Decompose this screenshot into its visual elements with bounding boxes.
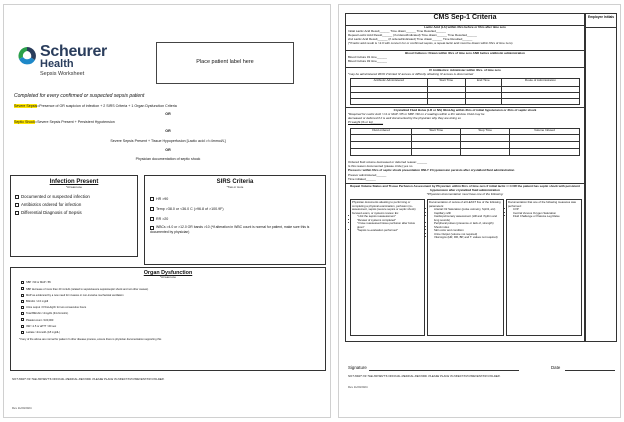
pressor-time-field[interactable]: Time initiated______ (348, 176, 376, 181)
worksheet-subtitle: Sepsis Worksheet (40, 71, 85, 77)
repeat-head: Repeat Volume Status and Tissue Perfusion Assessment by Physician: within 6hrs of time zero if initial lactic >=4 OR the patient has septic shock with persistent hypotension after crystalloid fluid administration (350, 184, 580, 192)
parameters-text: Documentation of review of all LEAST five of the following parameters: • Arterial O2 Saturation (pulse oximetry, SpO2, etc) • Capillary refill • Cardiopulmonary assessment (HR and rhythm and lung sounds) • Peripheral pulses (presence or lack of, strength) • Shock index • Skin color and condition • Urine Output (volume not required) • Vital signs (HR, RR, BP, and T: values not required) (429, 201, 502, 240)
checkbox-icon[interactable] (21, 287, 24, 290)
organ-item[interactable]: SBP decrease of more than 40 mmHG (related to sepsis/severe sepsis/septic shock and not other causes) (21, 287, 325, 293)
worksheet-page-left (3, 4, 331, 418)
measures-text: Documentation that one of the following measures was performed: • CVP • Central Venous Oxygen Saturation • Fluid Challenge or Passive Leg Raise (508, 201, 580, 219)
checkbox-icon[interactable] (15, 211, 19, 215)
parameter-item: • Capillary refill (434, 212, 502, 216)
intro-text: Completed for every confirmed or suspected sepsis patient (14, 93, 145, 99)
measure-item: • CVP (513, 208, 580, 212)
organ-dysfunction-box (10, 267, 326, 371)
attest-example: • "Sepsis re-evaluation performed" (357, 229, 423, 233)
organ-footnote: *If any of the above are normal for patient r/t other disease process, ensure there is physician documentation supporting this (19, 338, 162, 342)
infection-item[interactable]: Documented or suspected infection (15, 193, 137, 201)
repeat-volume-section (348, 185, 582, 197)
fluid-col-header: Fluid ordered (351, 129, 412, 135)
cultures-head: Blood Cultures: Drawn within 3hrs of time zero AND before antibiotic administration (405, 51, 525, 55)
lactic-line[interactable]: 2nd Lactic Acid Result______ (if ordered/indicated) Time drawn______ Time Resulted______ (348, 36, 473, 41)
fluid-table (350, 128, 580, 156)
checkbox-icon[interactable] (21, 318, 24, 321)
antibiotics-section (348, 69, 582, 77)
or-divider: OR (165, 148, 171, 152)
sirs-item[interactable]: Temp >38.0 or <36.0 C (>96.8 of >100.9F) (150, 204, 325, 214)
checkbox-icon[interactable] (15, 195, 19, 199)
organ-note: *At least one (160, 275, 176, 279)
fluid-note: *Required for Lactic Acid >=4 or MAP <65 or SBP <90 on 2 readings within a 3hr window. Fluid may be (348, 111, 485, 116)
lactic-line[interactable]: Repeat Lactic Acid Result______ (if ordered/indicated) Time drawn______ Time Resulted______ (348, 32, 477, 37)
attest-example: • "I have reassessed tissue perfusion after bolus given" (357, 222, 423, 229)
sirs-title: SIRS Criteria (216, 179, 254, 185)
repeat-sub: *Physician documentation must have one of the following: (426, 191, 504, 196)
fluid-cell[interactable] (412, 135, 461, 142)
measure-item: • Central Venous Oxygen Saturation (513, 212, 580, 216)
parameter-item: • Shock index (434, 226, 502, 230)
checkbox-icon[interactable] (21, 312, 24, 315)
fluid-cell[interactable] (351, 142, 412, 149)
fluid-cell[interactable] (461, 142, 510, 149)
signature-line[interactable] (369, 370, 519, 371)
fluid-cell[interactable] (412, 149, 461, 156)
ordered-documented-field[interactable]: Is this reason documented (please circle) yes no (348, 164, 413, 169)
pressor-field[interactable]: Pressor administered______ (348, 172, 387, 177)
checkbox-icon[interactable] (21, 281, 24, 284)
checkbox-icon[interactable] (150, 207, 154, 211)
infection-present-box (10, 175, 138, 257)
severe-sepsis-definition (14, 104, 324, 108)
fluid-col-header: Stop Time (461, 129, 510, 135)
infection-item[interactable]: Antibiotics ordered for infection (15, 201, 137, 209)
fluid-col-header: Volume Infused (510, 129, 580, 135)
septic-shock-def: =Severe Sepsis Present + Persistent Hypotension (34, 120, 115, 124)
date-label: Date (551, 365, 561, 370)
left-footer-note: NOT PART OF THE PATIENT'S OFFICIAL MEDICAL RECORD. PLEASE PLACE IN INFECTION PREVENTION FOLDER. (12, 377, 165, 381)
abx-cell[interactable] (427, 99, 465, 105)
fluid-cell[interactable] (461, 135, 510, 142)
septic-shock-definition (14, 120, 115, 124)
physician-documentation: Physician documentation of septic shock (135, 157, 201, 161)
sirs-note: *Two or more (226, 185, 244, 189)
parameter-item: • Skin color and condition (434, 229, 502, 233)
date-line[interactable] (565, 370, 615, 371)
checkbox-icon[interactable] (15, 203, 19, 207)
cms-title: CMS Sep-1 Criteria (433, 14, 497, 21)
measure-item: • Fluid Challenge or Passive Leg Raise (513, 215, 580, 219)
culture-line[interactable]: Blood Culture #2 time______ (348, 58, 387, 63)
checkbox-icon[interactable] (21, 306, 24, 309)
left-revision: Rev 11/20/2024 (12, 406, 32, 410)
checkbox-icon[interactable] (21, 300, 24, 303)
checkbox-icon[interactable] (150, 197, 154, 201)
organ-item[interactable]: MAP as evidenced by a new need for invasive or non-invasive mechanical ventilation (21, 293, 325, 299)
lactic-acid-section (348, 26, 582, 46)
fluid-cell[interactable] (461, 149, 510, 156)
infection-title: Infection Present (49, 179, 99, 185)
fluid-cell[interactable] (510, 142, 580, 149)
lactic-line[interactable]: Initial Lactic Acid Result______ Time drawn______ Time Resulted______ (348, 28, 446, 33)
assessment-col-measures (506, 199, 582, 336)
sirs-item[interactable]: WBCs >4.0 or >12.0 OR bands >10 (*if alteration in WBC count is normal for patient, make sure this is documented by physician) (150, 225, 310, 234)
sirs-criteria-box (144, 175, 326, 265)
antibiotics-table (350, 78, 580, 105)
signature-label: Signature (348, 365, 367, 370)
checkbox-icon[interactable] (21, 331, 24, 334)
organ-item[interactable]: SBP <90 or MAP <65 (21, 280, 325, 286)
ordered-reason-field[interactable]: Ordered fluid volume decreased or deferred reason:______ (348, 160, 428, 164)
septic-shock-term: Septic Shock (14, 120, 35, 124)
sirs-item[interactable]: HR >90 (150, 194, 325, 204)
organ-title: Organ Dysfunction (143, 270, 193, 276)
fluid-bolus-section (348, 109, 582, 125)
severe-sepsis-def: =Presence of OR suspicion of infection + 2 SIRS Criteria + 1 Organ Dysfunction Criteria (37, 104, 177, 108)
fluid-cell[interactable] (412, 142, 461, 149)
fluid-head: Crystalloid Fluid Bolus (LR or NS) 30mL/kg within 3hrs of initial hypotension or 3hrs of septic shock (393, 108, 537, 112)
pressors-head: Pressors: within 6hrs of septic shock presentation ONLY if hypotension persists after crystalloid fluid administration (348, 168, 515, 173)
scheurer-logo-mark-icon (16, 45, 38, 67)
brand-name-line2: Health (40, 58, 74, 70)
checkbox-icon[interactable] (21, 325, 24, 328)
sirs-item[interactable]: RR >20 (150, 214, 325, 224)
employee-initials-column (585, 13, 617, 342)
physician-attest-text: Physician documents attesting to performing or completing a physical examination, perfusion (re-assessment, sepsis (severe sepsis or septic shock) focused exam, or systems review. Ex: • "I did the sepsis reassessment" • "Review of systems completed" • "I have reassessed tissue perfusion after bolus given" • "Sepsis re-evaluation performed" (352, 201, 423, 233)
employee-initials-header: Employee Initials (587, 15, 615, 19)
fluid-cell[interactable] (510, 135, 580, 142)
organ-item[interactable]: Urine output <0.5mL/kg/hr for two consecutive hours (21, 305, 325, 311)
abx-cell[interactable] (351, 99, 428, 105)
parameter-item: • Cardiopulmonary assessment (HR and rhythm and lung sounds) (434, 215, 502, 222)
severe-sepsis-term: Severe Sepsis (14, 104, 38, 108)
abx-head: IV Antibiotics: Administer within 3hrs. of time zero (429, 68, 501, 72)
abx-col-header: End Time (465, 79, 501, 87)
lactic-note: (*If lactic acid result is >2.0 with concern for or confirmed sepsis, a repeat lactic acid must be drawn within 6hrs of time zero) (348, 40, 513, 45)
patient-label-box (156, 42, 294, 84)
parameter-item: • Urine Output (volume not required) (434, 233, 502, 237)
infection-note: *At least one (66, 185, 82, 189)
blood-cultures-section (348, 52, 582, 64)
scheurer-health-logo (16, 43, 126, 83)
fluid-col-header: Start Time (412, 129, 461, 135)
organ-item[interactable]: INR >1.5 or aPTT >60 sec (21, 324, 325, 330)
right-footer-note: NOT PART OF THE PATIENT'S OFFICIAL MEDICAL RECORD. PLEASE PLACE IN INFECTION PREVENTION FOLDER. (348, 374, 501, 378)
organ-item[interactable]: Platelet count <100,000 (21, 318, 325, 324)
abx-cell[interactable] (465, 99, 501, 105)
abx-col-header: Start Time (427, 79, 465, 87)
attest-example: • "I did the sepsis reassessment" (357, 215, 423, 219)
fluid-note: decreased or deferred if it is well documented by the physician why they are doing so (348, 115, 461, 120)
fluid-ordered-section (348, 160, 582, 181)
abx-col-header: Route of Administration (501, 79, 579, 87)
abx-col-header: Antibiotic Administered (351, 79, 428, 87)
abx-cell[interactable] (501, 99, 579, 105)
checkbox-icon[interactable] (21, 294, 24, 297)
parameter-item: • Arterial O2 Saturation (pulse oximetry, SpO2, etc) (434, 208, 502, 212)
fluid-cell[interactable] (351, 135, 412, 142)
parameter-item: • Vital signs (HR, RR, BP, and T: values not required) (434, 236, 502, 240)
culture-line[interactable]: Blood Culture #1 time______ (348, 54, 387, 59)
organ-item[interactable]: Bilirubin >2.0 mg/dl (21, 299, 325, 305)
organ-item[interactable]: Total Bilirubin >2mg/dL (34.2mmol/L) (21, 311, 325, 317)
patient-label-text: Place patient label here (196, 59, 254, 65)
checkbox-icon[interactable] (150, 217, 154, 221)
attest-example: • "Review of systems completed" (357, 219, 423, 223)
weight-field[interactable]: Pt weight (lb or kg)______ (348, 119, 384, 124)
or-divider: OR (165, 129, 171, 133)
hypoperfusion-criteria: Severe Sepsis Present + Tissue Hypoperfusion [Lactic acid >/=4mmol/L] (110, 139, 226, 143)
fluid-cell[interactable] (510, 149, 580, 156)
organ-item[interactable]: Lactate >2mmol/L (18 mg/dL) (21, 330, 325, 336)
or-divider: OR (165, 112, 171, 116)
worksheet-page-right (338, 4, 621, 418)
abx-sub: *may be administered IM/IO if limited IV access or difficulty obtaining IV access is documented (348, 71, 474, 76)
brand-name: Scheurer (40, 43, 107, 60)
parameter-item: • Peripheral pulses (presence or lack of, strength) (434, 222, 502, 226)
lactic-head: Lactic Acid (LA) within 3hrs before or 6hrs after time zero (424, 25, 506, 29)
infection-item[interactable]: Differential Diagnosis of Sepsis (15, 209, 137, 217)
right-revision: Rev 11/20/2024 (348, 385, 368, 389)
fluid-cell[interactable] (351, 149, 412, 156)
